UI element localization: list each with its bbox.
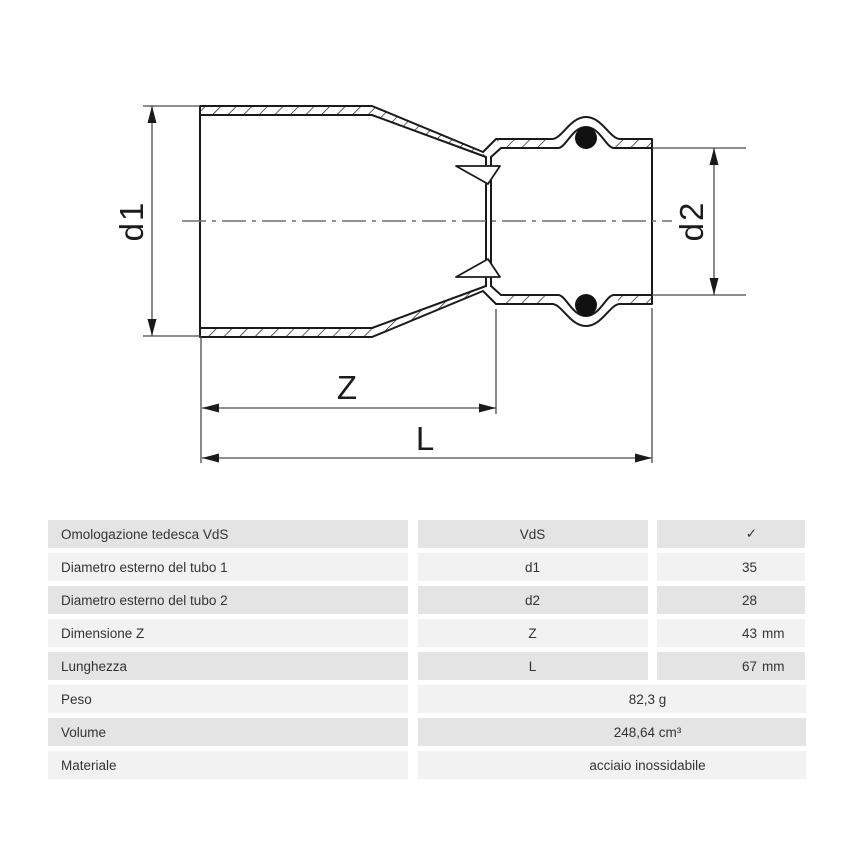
spec-label: Peso: [61, 691, 92, 707]
stop-wedge-top: [456, 166, 500, 184]
spec-label: Omologazione tedesca VdS: [61, 526, 229, 542]
o-ring-bottom: [575, 294, 597, 316]
spec-value: 67: [741, 658, 757, 674]
spec-value: 43: [741, 625, 757, 641]
spec-value: 82,3 g: [628, 691, 667, 707]
dim-label-d2: d2: [673, 200, 710, 242]
spec-symbol: d2: [524, 592, 541, 608]
spec-label: Materiale: [61, 757, 117, 773]
spec-label: Volume: [61, 724, 107, 740]
spec-label: Dimensione Z: [61, 625, 145, 641]
table-row: [48, 553, 805, 581]
spec-symbol: L: [528, 658, 537, 674]
dim-label-d1: d1: [113, 200, 150, 242]
spec-unit: mm: [762, 658, 785, 674]
table-row: [48, 751, 805, 779]
dim-label-l: L: [415, 420, 435, 457]
spec-value: 35: [741, 559, 757, 575]
table-row: [48, 619, 805, 647]
spec-unit: mm: [762, 625, 785, 641]
spec-label: Diametro esterno del tubo 1: [61, 559, 228, 575]
spec-label: Lunghezza: [61, 658, 128, 674]
table-row: [48, 652, 805, 680]
spec-label: Diametro esterno del tubo 2: [61, 592, 228, 608]
spec-value: 28: [741, 592, 757, 608]
table-row: [48, 718, 805, 746]
spec-value: 248,64 cm³: [613, 724, 682, 740]
stop-wedge-bottom: [456, 259, 500, 277]
table-row: [48, 685, 805, 713]
dim-label-z: Z: [336, 369, 358, 406]
table-row: [48, 520, 805, 548]
spec-symbol: Z: [528, 625, 537, 641]
spec-symbol: VdS: [519, 526, 546, 542]
table-row: [48, 586, 805, 614]
spec-value: ✓: [745, 526, 757, 541]
o-ring-top: [575, 127, 597, 149]
spec-table: [48, 520, 805, 784]
spec-value: acciaio inossidabile: [589, 757, 706, 773]
spec-symbol: d1: [524, 559, 541, 575]
